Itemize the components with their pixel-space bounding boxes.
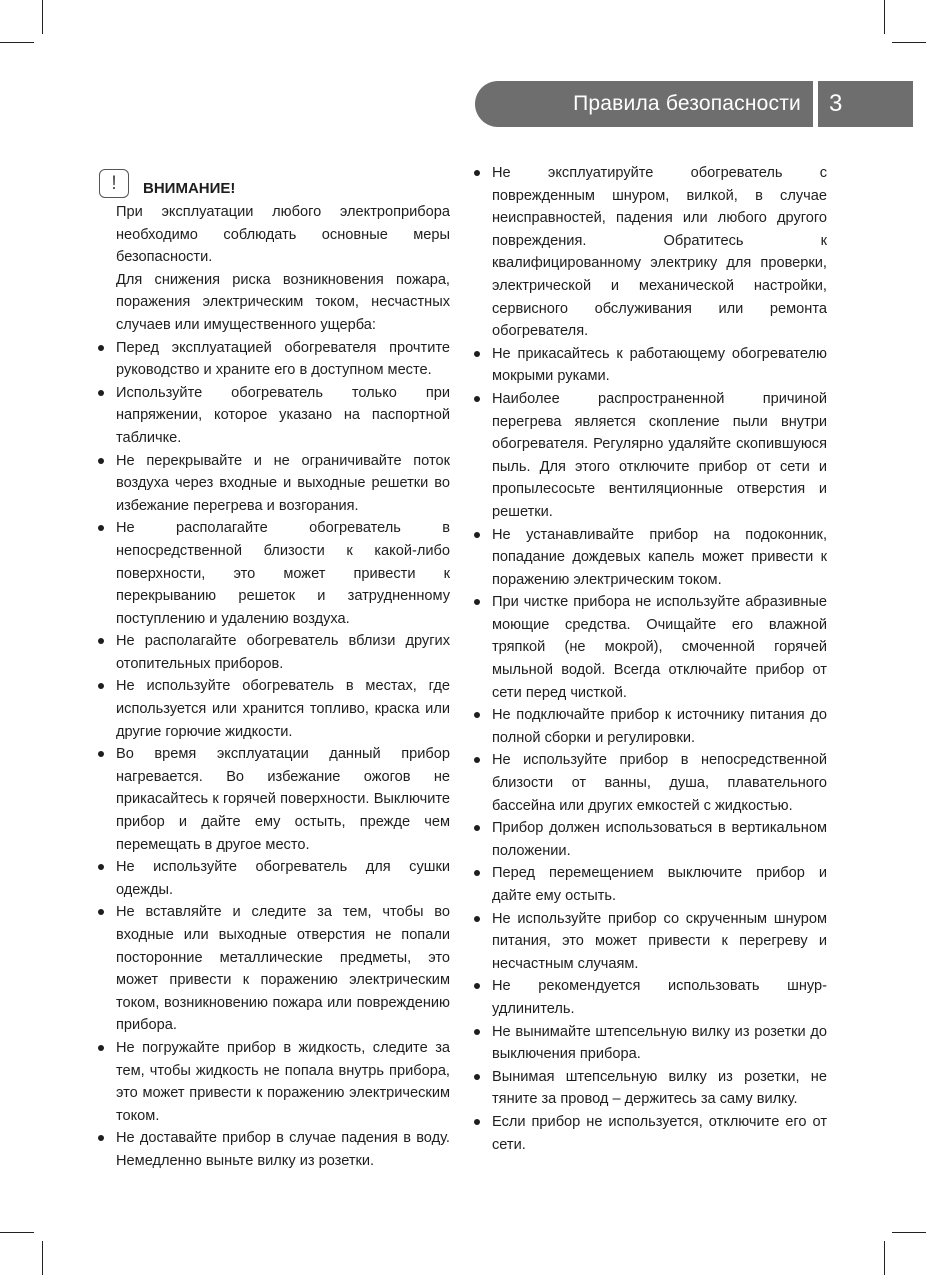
list-item: Не устанавливайте прибор на подоконник, попадание дождевых капель может привести к поражению электрическим током. [472,524,827,592]
list-item: Не подключайте прибор к источнику питания до полной сборки и регулировки. [472,704,827,749]
left-safety-list [96,337,450,1173]
list-item: Не эксплуатируйте обогреватель с поврежденным шнуром, вилкой, в случае неисправностей, падения или любого другого повреждения. Обратитесь к квалифицированному электрику для проверки, электрической и механической настройки, сервисного обслуживания или ремонта обогревателя. [472,162,827,343]
list-item: Вынимая штепсельную вилку из розетки, не тяните за провод – держитесь за саму вилку. [472,1066,827,1111]
crop-mark [892,1232,926,1233]
list-item: Перед эксплуатацией обогревателя прочтите руководство и храните его в доступном месте. [96,337,450,382]
list-item: Не перекрывайте и не ограничивайте поток воздуха через входные и выходные решетки во избежание перегрева и возгорания. [96,450,450,518]
warning-paragraph: Для снижения риска возникновения пожара, поражения электрическим током, несчастных случаев или имущественного ущерба: [116,271,450,333]
list-item: Перед перемещением выключите прибор и дайте ему остыть. [472,862,827,907]
left-column [96,162,450,1173]
list-item: Не используйте прибор со скрученным шнуром питания, это может привести к перегреву и несчастным случаям. [472,908,827,976]
list-item: Не рекомендуется использовать шнур-удлинитель. [472,975,827,1020]
page-number: 3 [829,90,843,117]
crop-mark [42,1241,43,1275]
list-item: Не используйте обогреватель для сушки одежды. [96,856,450,901]
warning-paragraph: При эксплуатации любого электроприбора необходимо соблюдать основные меры безопасности. [116,204,450,266]
list-item: Не прикасайтесь к работающему обогревателю мокрыми руками. [472,343,827,388]
list-item: Не располагайте обогреватель в непосредственной близости к какой-либо поверхности, это может привести к перекрыванию решеток и затрудненному поступлению и удалению воздуха. [96,517,450,630]
crop-mark [884,0,885,34]
section-title: Правила безопасности [573,92,801,115]
warning-icon: ! [99,169,129,198]
list-item: Не используйте обогреватель в местах, где используется или хранится топливо, краска или другие горючие жидкости. [96,675,450,743]
crop-mark [42,0,43,34]
list-item: Не располагайте обогреватель вблизи других отопительных приборов. [96,630,450,675]
list-item: Не доставайте прибор в случае падения в воду. Немедленно выньте вилку из розетки. [96,1127,450,1172]
list-item: Прибор должен использоваться в вертикальном положении. [472,817,827,862]
right-safety-list [472,162,827,1156]
list-item: Наиболее распространенной причиной перегрева является скопление пыли внутри обогревателя. Регулярно удаляйте скопившуюся пыль. Для этого отключите прибор от сети и пропылесосьте вентиляционные отверстия и решетки. [472,388,827,524]
section-header [475,81,813,127]
list-item: Если прибор не используется, отключите его от сети. [472,1111,827,1156]
list-item: Не используйте прибор в непосредственной близости от ванны, душа, плавательного бассейна или других емкостей с жидкостью. [472,749,827,817]
right-column [472,162,827,1156]
list-item: Не вынимайте штепсельную вилку из розетки до выключения прибора. [472,1021,827,1066]
page-number-box [818,81,913,127]
crop-mark [0,42,34,43]
crop-mark [884,1241,885,1275]
list-item: Используйте обогреватель только при напряжении, которое указано на паспортной табличке. [96,382,450,450]
crop-mark [892,42,926,43]
list-item: Во время эксплуатации данный прибор нагревается. Во избежание ожогов не прикасайтесь к горячей поверхности. Выключите прибор и дайте ему остыть, прежде чем перемещать в другое место. [96,743,450,856]
list-item: Не вставляйте и следите за тем, чтобы во входные или выходные отверстия не попали посторонние металлические предметы, это может привести к поражению электрическим током, возникновению пожара или повреждению прибора. [96,901,450,1037]
crop-mark [0,1232,34,1233]
list-item: Не погружайте прибор в жидкость, следите за тем, чтобы жидкость не попала внутрь прибора, это может привести к поражению электрическим током. [96,1037,450,1127]
warning-heading [96,162,450,198]
list-item: При чистке прибора не используйте абразивные моющие средства. Очищайте его влажной тряпкой (не мокрой), смоченной горячей мыльной водой. Всегда отключайте прибор от сети перед чисткой. [472,591,827,704]
warning-title: ВНИМАНИЕ! [143,180,236,197]
